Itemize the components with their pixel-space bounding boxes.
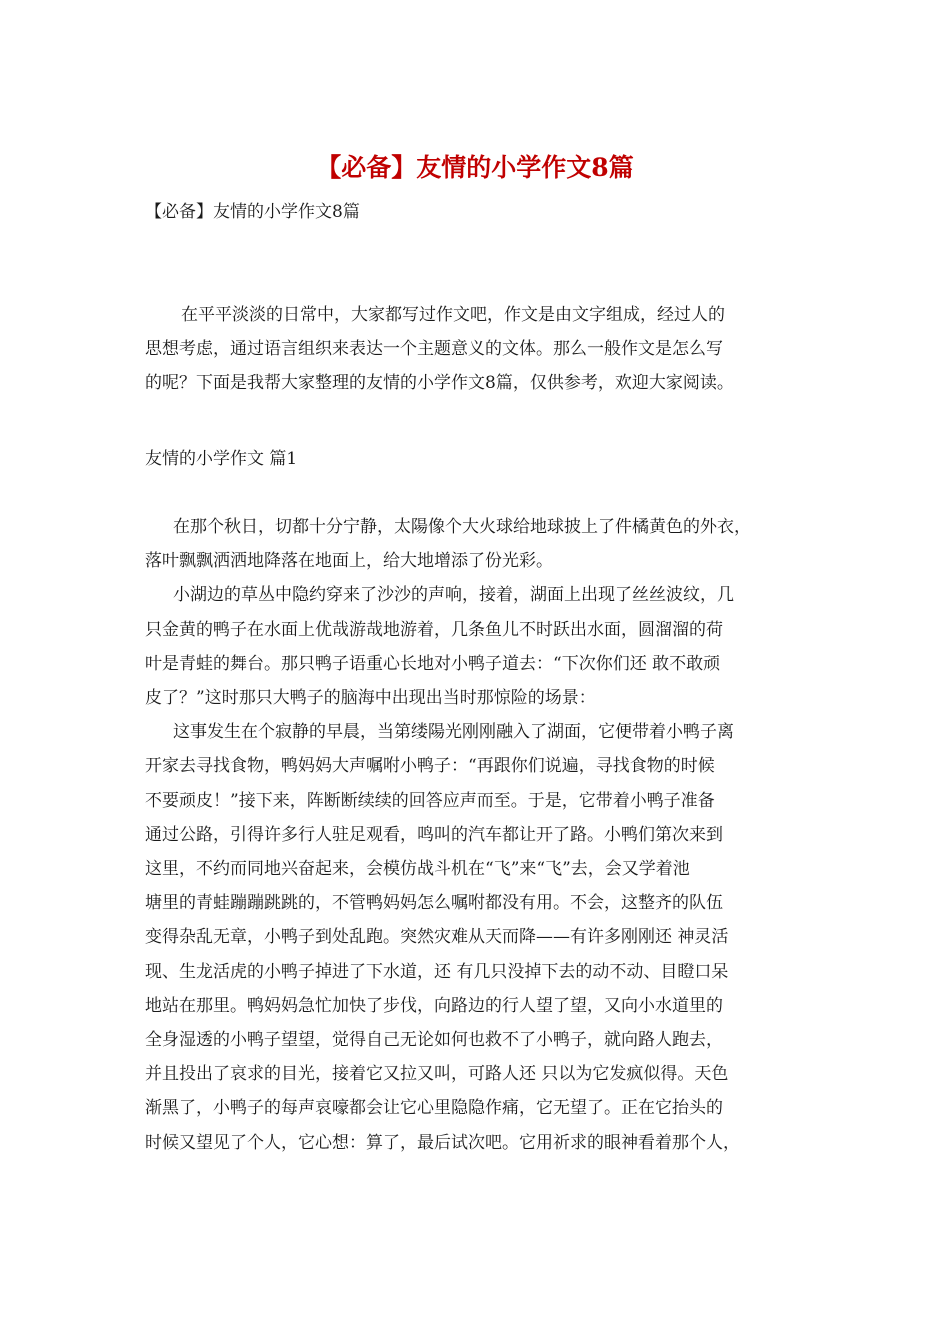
body-line: 这里，不约而同地兴奋起来，会模仿战斗机在“飞”来“飞”去，会又学着池 (145, 859, 690, 880)
body-line: 并且投出了哀求的目光，接着它又拉又叫，可路人还 只以为它发疯似得。天色 (145, 1064, 729, 1085)
body-line: 渐黑了，小鸭子的每声哀嚎都会让它心里隐隐作痛，它无望了。正在它抬头的 (145, 1098, 723, 1119)
body-line: 地站在那里。鸭妈妈急忙加快了步伐，向路边的行人望了望，又向小水道里的 (145, 995, 723, 1016)
body-line: 开家去寻找食物，鸭妈妈大声嘱咐小鸭子：“再跟你们说遍，寻找食物的时候 (145, 756, 715, 777)
body-line: 落叶飘飘洒洒地降落在地面上，给大地增添了份光彩。 (145, 551, 553, 572)
body-line: 小湖边的草丛中隐约穿来了沙沙的声响，接着，湖面上出现了丝丝波纹，几 (173, 585, 734, 606)
body-line: 只金黄的鸭子在水面上优哉游哉地游着，几条鱼儿不时跃出水面，圆溜溜的荷 (145, 619, 723, 640)
body-line: 通过公路，引得许多行人驻足观看，鸣叫的汽车都让开了路。小鸭们第次来到 (145, 824, 723, 845)
essay-body (145, 510, 815, 1160)
intro-paragraph (145, 298, 815, 401)
body-line: 时候又望见了个人，它心想：算了，最后试次吧。它用祈求的眼神看着那个人， (145, 1132, 740, 1153)
section-heading: 友情的小学作文 篇1 (145, 449, 298, 469)
document-title: 【必备】友情的小学作文8篇 (316, 153, 634, 182)
body-line: 这事发生在个寂静的早晨，当第缕陽光刚刚融入了湖面，它便带着小鸭子离 (173, 722, 734, 743)
body-line: 塘里的青蛙蹦蹦跳跳的，不管鸭妈妈怎么嘱咐都没有用。不会，这整齐的队伍 (145, 893, 723, 914)
body-line: 变得杂乱无章，小鸭子到处乱跑。突然灾难从天而降——有许多刚刚还 神灵活 (145, 927, 729, 948)
document-subtitle: 【必备】友情的小学作文8篇 (145, 202, 360, 222)
body-line: 皮了？”这时那只大鸭子的脑海中出现出当时那惊险的场景： (145, 688, 596, 709)
intro-line: 的呢？下面是我帮大家整理的友情的小学作文8篇，仅供参考，欢迎大家阅读。 (145, 373, 734, 394)
intro-line: 在平平淡淡的日常中，大家都写过作文吧，作文是由文字组成，经过人的 (181, 305, 725, 325)
body-line: 在那个秋日，切都十分宁静，太陽像个大火球给地球披上了件橘黄色的外衣， (173, 517, 751, 537)
body-line: 不要顽皮！”接下来，阵断断续续的回答应声而至。于是，它带着小鸭子准备 (145, 790, 715, 811)
body-line: 全身湿透的小鸭子望望，觉得自己无论如何也救不了小鸭子，就向路人跑去， (145, 1030, 723, 1051)
body-line: 叶是青蛙的舞台。那只鸭子语重心长地对小鸭子道去：“下次你们还 敢不敢顽 (145, 653, 721, 674)
intro-line: 思想考虑，通过语言组织来表达一个主题意义的文体。那么一般作文是怎么写 (145, 339, 723, 360)
body-line: 现、生龙活虎的小鸭子掉进了下水道，还 有几只没掉下去的动不动、目瞪口呆 (145, 961, 729, 982)
